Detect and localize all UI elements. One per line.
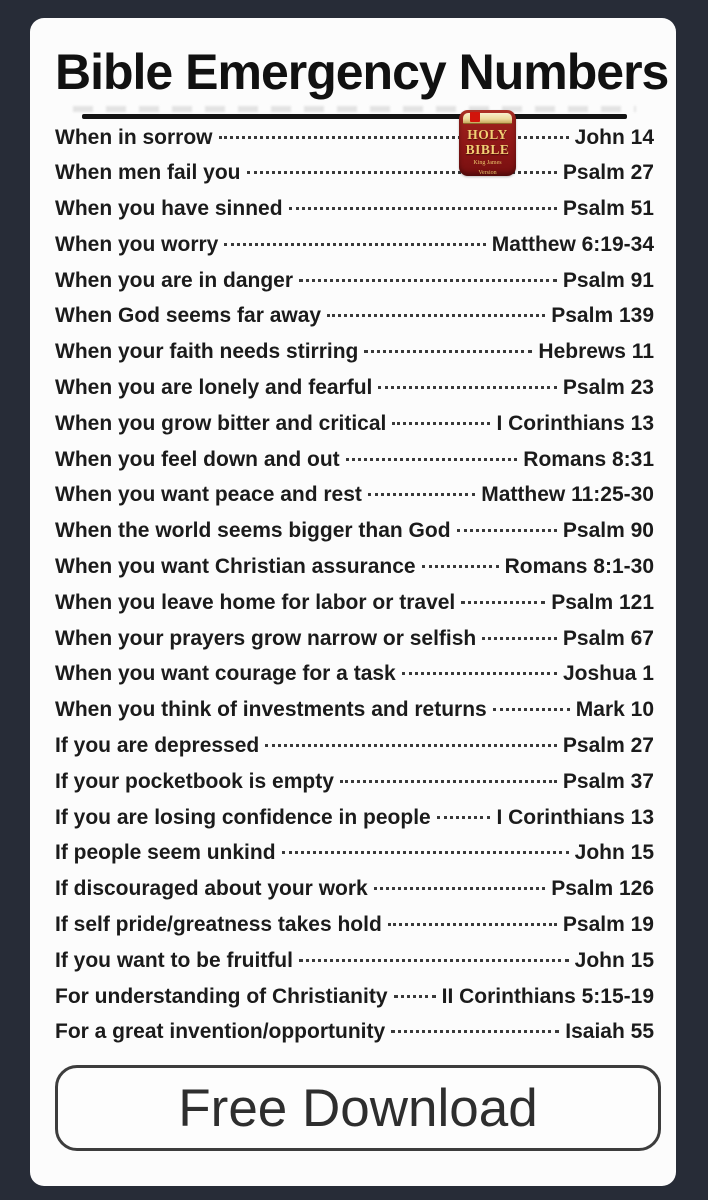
list-item <box>55 662 654 698</box>
scripture-reference: Psalm 51 <box>562 197 654 221</box>
free-download-button[interactable]: Free Download <box>55 1065 661 1151</box>
title-divider <box>82 114 627 119</box>
situation-label: When you worry <box>55 232 219 256</box>
situation-label: When you leave home for labor or travel <box>55 590 456 614</box>
bible-icon-sub-version: Version <box>478 170 497 176</box>
list-item <box>55 913 654 949</box>
dotted-leader <box>282 851 569 854</box>
dotted-leader <box>392 422 490 425</box>
bible-icon-word-holy: HOLY <box>467 127 508 142</box>
scripture-reference: Psalm 27 <box>562 161 654 185</box>
situation-label: When you want peace and rest <box>55 483 362 507</box>
situation-label: If you want to be fruitful <box>55 948 293 972</box>
list-item <box>55 340 654 376</box>
list-item <box>55 126 654 162</box>
scripture-reference: I Corinthians 13 <box>496 411 654 435</box>
situation-label: For a great invention/opportunity <box>55 1020 386 1044</box>
emergency-list <box>55 126 654 1057</box>
dotted-leader <box>457 529 557 532</box>
scripture-reference: Romans 8:31 <box>523 447 654 471</box>
scripture-reference: Joshua 1 <box>562 662 654 686</box>
situation-label: When in sorrow <box>55 125 213 149</box>
list-item <box>55 412 654 448</box>
holy-bible-app-icon <box>459 110 516 176</box>
dotted-leader <box>327 314 545 317</box>
dotted-leader <box>299 279 557 282</box>
scripture-reference: John 15 <box>574 841 654 865</box>
list-item <box>55 806 654 842</box>
situation-label: When your faith needs stirring <box>55 340 359 364</box>
dotted-leader <box>340 780 557 783</box>
dotted-leader <box>461 601 545 604</box>
list-item <box>55 376 654 412</box>
situation-label: If your pocketbook is empty <box>55 769 334 793</box>
list-item <box>55 841 654 877</box>
situation-label: When you think of investments and returns <box>55 698 487 722</box>
situation-label: When the world seems bigger than God <box>55 519 451 543</box>
scripture-reference: Psalm 19 <box>562 913 654 937</box>
dotted-leader <box>402 672 557 675</box>
scripture-reference: Psalm 126 <box>551 877 654 901</box>
poster-card <box>30 18 676 1186</box>
list-item <box>55 483 654 519</box>
situation-label: When you grow bitter and critical <box>55 411 387 435</box>
scripture-reference: John 14 <box>574 125 654 149</box>
dotted-leader <box>346 458 518 461</box>
list-item <box>55 519 654 555</box>
list-item <box>55 877 654 913</box>
situation-label: If self pride/greatness takes hold <box>55 913 382 937</box>
list-item <box>55 197 654 233</box>
list-item <box>55 161 654 197</box>
bible-icon-word-bible: BIBLE <box>465 142 510 157</box>
scripture-reference: Psalm 37 <box>562 769 654 793</box>
dotted-leader <box>364 350 532 353</box>
list-item <box>55 1020 654 1056</box>
dotted-leader <box>219 136 569 139</box>
list-item <box>55 233 654 269</box>
situation-label: If you are losing confidence in people <box>55 805 431 829</box>
scripture-reference: Matthew 11:25-30 <box>481 483 654 507</box>
dotted-leader <box>493 708 570 711</box>
situation-label: When your prayers grow narrow or selfish <box>55 626 477 650</box>
scripture-reference: Psalm 23 <box>562 376 654 400</box>
situation-label: When you have sinned <box>55 197 283 221</box>
scripture-reference: John 15 <box>574 948 654 972</box>
list-item <box>55 304 654 340</box>
scripture-reference: Psalm 139 <box>551 304 654 328</box>
situation-label: For understanding of Christianity <box>55 984 388 1008</box>
scripture-reference: Romans 8:1-30 <box>504 555 654 579</box>
page-title: Bible Emergency Numbers <box>55 44 669 100</box>
dotted-leader <box>224 243 485 246</box>
scripture-reference: Psalm 27 <box>562 734 654 758</box>
dotted-leader <box>265 744 557 747</box>
scripture-reference: I Corinthians 13 <box>496 805 654 829</box>
list-item <box>55 448 654 484</box>
divider-artifact <box>73 106 636 112</box>
situation-label: When you are lonely and fearful <box>55 376 373 400</box>
situation-label: When you are in danger <box>55 268 294 292</box>
dotted-leader <box>482 637 557 640</box>
list-item <box>55 555 654 591</box>
situation-label: If discouraged about your work <box>55 877 368 901</box>
situation-label: When you want courage for a task <box>55 662 396 686</box>
scripture-reference: Psalm 90 <box>562 519 654 543</box>
scripture-reference: Psalm 67 <box>562 626 654 650</box>
situation-label: When men fail you <box>55 161 241 185</box>
scripture-reference: Psalm 121 <box>551 590 654 614</box>
scripture-reference: Psalm 91 <box>562 268 654 292</box>
list-item <box>55 269 654 305</box>
bible-icon-sub-kingjames: King James <box>473 160 502 166</box>
dotted-leader <box>391 1030 559 1033</box>
dotted-leader <box>437 816 491 819</box>
scripture-reference: Isaiah 55 <box>565 1020 654 1044</box>
list-item <box>55 627 654 663</box>
scripture-reference: II Corinthians 5:15-19 <box>441 984 654 1008</box>
list-item <box>55 591 654 627</box>
dotted-leader <box>422 565 499 568</box>
bible-bookmark-icon <box>470 112 480 122</box>
list-item <box>55 770 654 806</box>
list-item <box>55 949 654 985</box>
list-item <box>55 734 654 770</box>
dotted-leader <box>378 386 557 389</box>
list-item <box>55 698 654 734</box>
dotted-leader <box>289 207 557 210</box>
situation-label: When you want Christian assurance <box>55 555 416 579</box>
scripture-reference: Matthew 6:19-34 <box>491 232 654 256</box>
dotted-leader <box>374 887 546 890</box>
dotted-leader <box>368 493 475 496</box>
dotted-leader <box>299 959 569 962</box>
scripture-reference: Mark 10 <box>575 698 654 722</box>
situation-label: If people seem unkind <box>55 841 276 865</box>
list-item <box>55 985 654 1021</box>
dotted-leader <box>388 923 557 926</box>
scripture-reference: Hebrews 11 <box>538 340 654 364</box>
dotted-leader <box>394 995 436 998</box>
situation-label: When God seems far away <box>55 304 322 328</box>
situation-label: If you are depressed <box>55 734 260 758</box>
situation-label: When you feel down and out <box>55 447 340 471</box>
